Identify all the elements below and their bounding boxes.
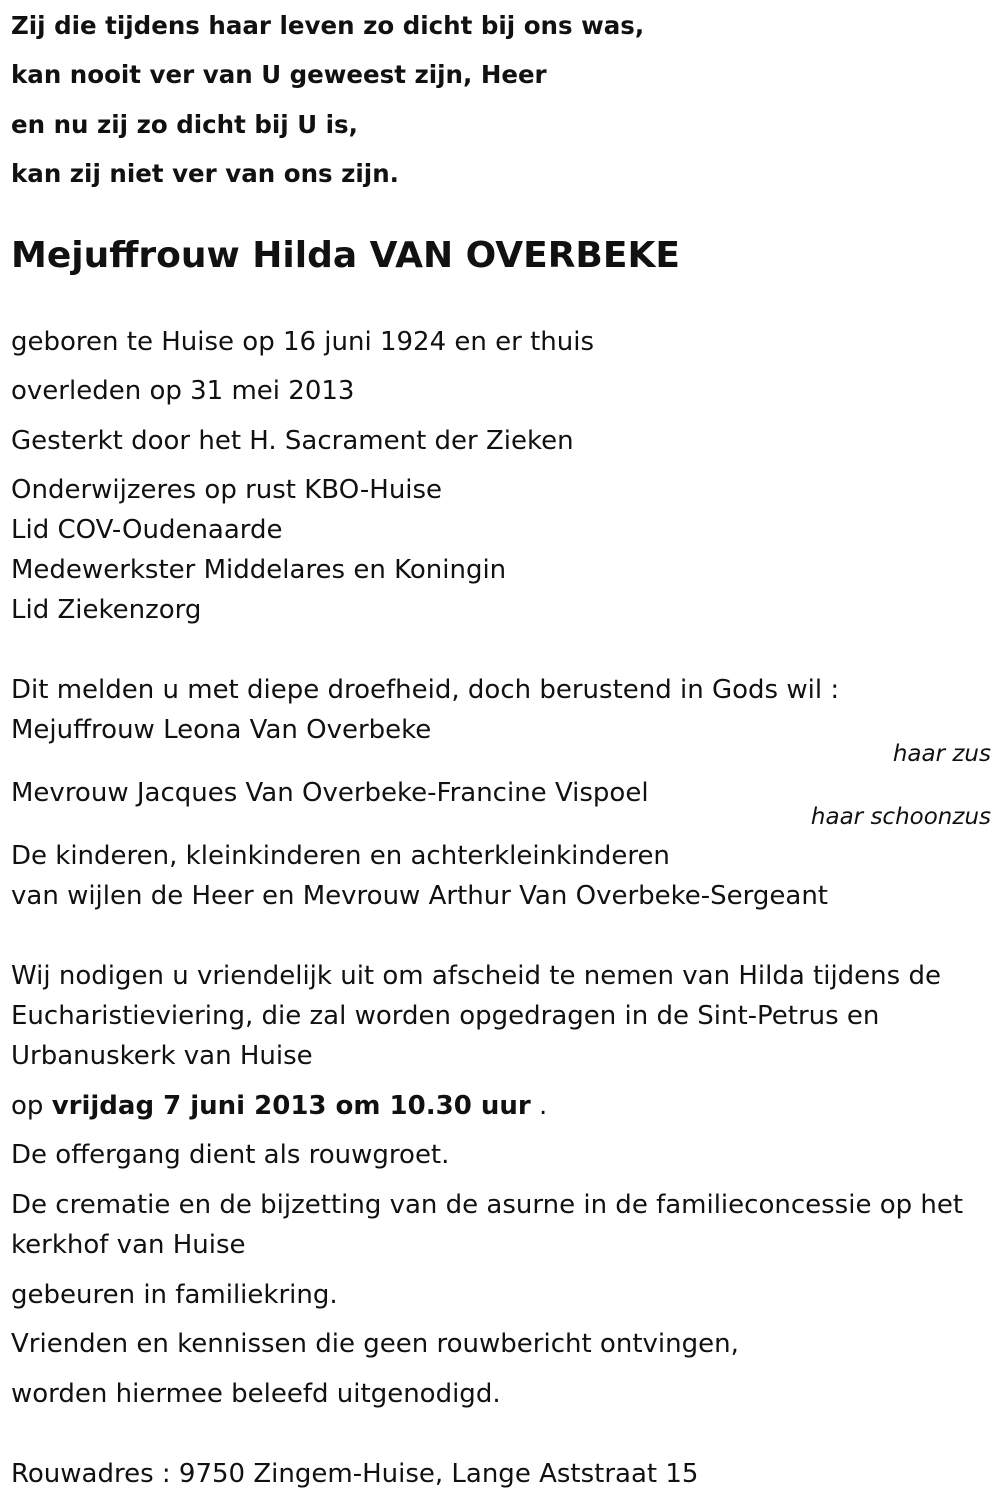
birth-info: geboren te Huise op 16 juni 1924 en er thuis <box>11 327 595 357</box>
family-member-relation: haar schoonzus <box>810 804 991 830</box>
descendants-line: De kinderen, kleinkinderen en achterkleinkinderen <box>11 841 670 871</box>
sacrament-info: Gesterkt door het H. Sacrament der Zieken <box>11 426 574 456</box>
poem-line-2: kan nooit ver van U geweest zijn, Heer <box>11 60 547 89</box>
service-date-line <box>11 1086 547 1126</box>
family-member-name: Mejuffrouw Leona Van Overbeke <box>11 715 432 745</box>
poem-line-3: en nu zij zo dicht bij U is, <box>11 110 358 139</box>
service-date-suffix: . <box>538 1091 548 1121</box>
descendants-line: van wijlen de Heer en Mevrouw Arthur Van Overbeke-Sergeant <box>11 881 828 911</box>
poem-line-4: kan zij niet ver van ons zijn. <box>11 159 399 188</box>
offering-note: De offergang dient als rouwgroet. <box>11 1140 450 1170</box>
death-info: overleden op 31 mei 2013 <box>11 376 355 406</box>
friends-line: Vrienden en kennissen die geen rouwbericht ontvingen, <box>11 1329 739 1359</box>
mourning-address: Rouwadres : 9750 Zingem-Huise, Lange Aststraat 15 <box>11 1459 699 1489</box>
cremation-line: De crematie en de bijzetting van de asurne in de familieconcessie op het <box>11 1190 964 1220</box>
family-member-relation: haar zus <box>892 741 991 767</box>
service-date: vrijdag 7 juni 2013 om 10.30 uur <box>51 1091 531 1121</box>
cremation-line: kerkhof van Huise <box>11 1230 246 1260</box>
invitation-line: Urbanuskerk van Huise <box>11 1041 313 1071</box>
family-member-name: Mevrouw Jacques Van Overbeke-Francine Vispoel <box>11 778 649 808</box>
role-line: Onderwijzeres op rust KBO-Huise <box>11 475 443 505</box>
friends-line: worden hiermee beleefd uitgenodigd. <box>11 1379 501 1409</box>
role-line: Lid COV-Oudenaarde <box>11 515 283 545</box>
deceased-name-title: Mejuffrouw Hilda VAN OVERBEKE <box>11 235 680 276</box>
private-note: gebeuren in familiekring. <box>11 1280 338 1310</box>
invitation-line: Eucharistieviering, die zal worden opgedragen in de Sint-Petrus en <box>11 1001 880 1031</box>
role-line: Lid Ziekenzorg <box>11 595 202 625</box>
invitation-line: Wij nodigen u vriendelijk uit om afscheid te nemen van Hilda tijdens de <box>11 961 941 991</box>
announcement-intro: Dit melden u met diepe droefheid, doch berustend in Gods wil : <box>11 675 840 705</box>
role-line: Medewerkster Middelares en Koningin <box>11 555 507 585</box>
service-date-prefix: op <box>11 1091 44 1121</box>
poem-line-1: Zij die tijdens haar leven zo dicht bij ons was, <box>11 11 645 40</box>
